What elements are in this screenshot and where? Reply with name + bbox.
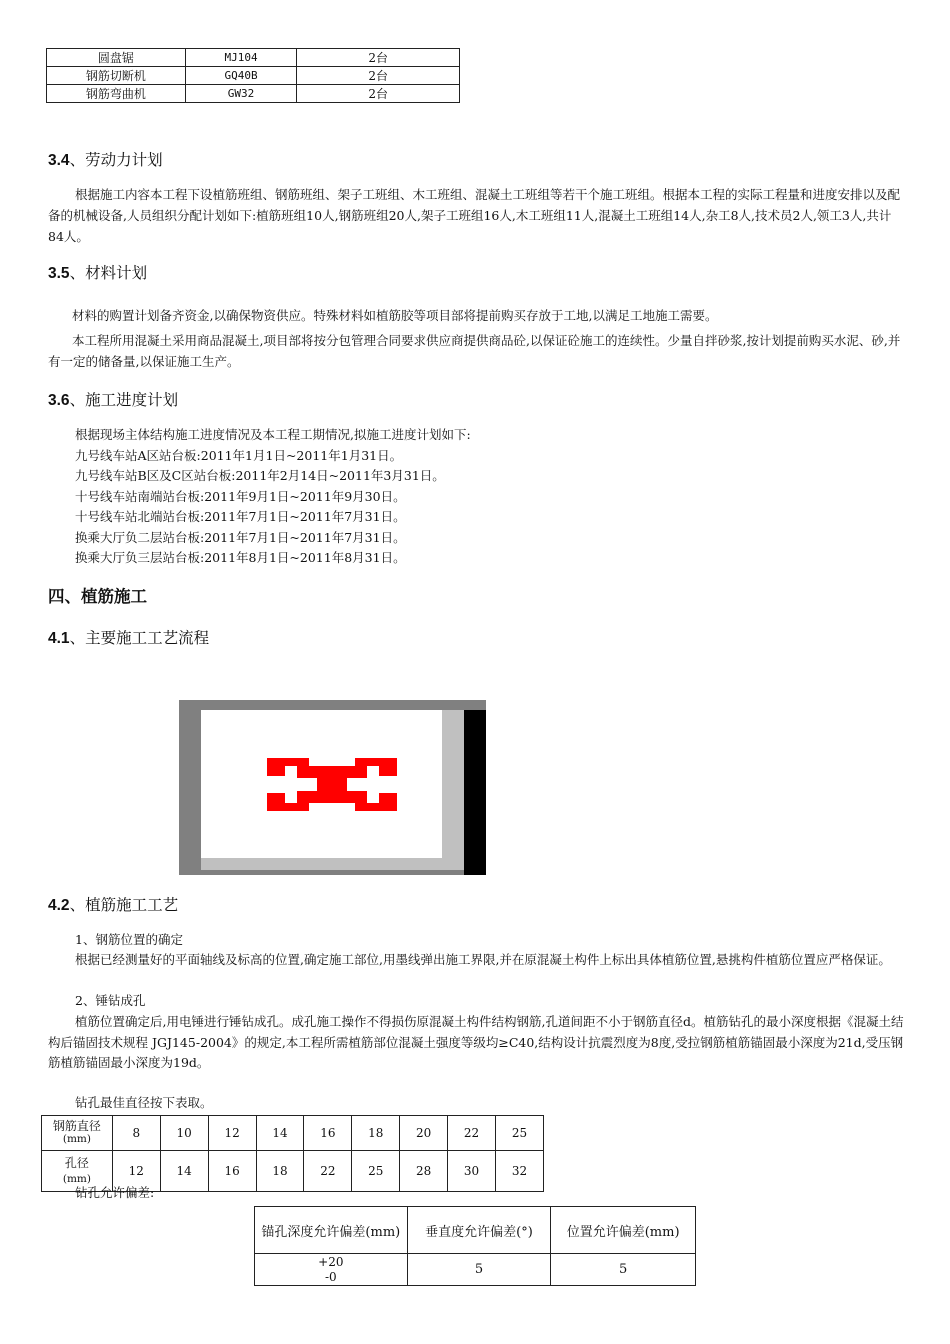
equipment-qty: 2台 (297, 49, 460, 67)
heading-3-6 (48, 388, 178, 410)
equipment-table (46, 48, 460, 103)
table-cell: 16 (208, 1151, 256, 1192)
table-cell: 30 (448, 1151, 496, 1192)
table-cell: 12 (208, 1116, 256, 1151)
equipment-qty: 2台 (297, 67, 460, 85)
equipment-name: 圆盘锯 (47, 49, 186, 67)
heading-text: 、施工进度计划 (69, 392, 179, 409)
table-cell: 18 (352, 1116, 400, 1151)
row-label: 钢筋直径 (52, 1119, 101, 1133)
chapter-4-title: 四、植筋施工 (48, 588, 147, 606)
table-row (47, 67, 460, 85)
heading-number: 3.4 (48, 152, 70, 169)
rebar-position-paragraph: 根据已经测量好的平面轴线及标高的位置,确定施工部位,用墨线弹出施工界限,并在原混凝土构件上标出具体植筋位置,悬挑构件植筋位置应严格保证。 (75, 952, 891, 967)
table-cell: 28 (400, 1151, 448, 1192)
header-position-tolerance: 位置允许偏差(mm) (551, 1207, 696, 1254)
heading-text: 、材料计划 (69, 265, 148, 282)
header-depth-tolerance: 锚孔深度允许偏差(mm) (255, 1207, 408, 1254)
table-cell: 10 (160, 1116, 208, 1151)
equipment-model: GW32 (185, 85, 297, 103)
schedule-item: 九号线车站B区及C区站台板:2011年2月14日~2011年3月31日。 (75, 468, 445, 483)
position-tolerance-value: 5 (551, 1254, 696, 1286)
drill-diameter-table (41, 1115, 544, 1192)
equipment-name: 钢筋弯曲机 (47, 85, 186, 103)
row-unit: (mm) (62, 1133, 91, 1145)
schedule-item: 九号线车站A区站台板:2011年1月1日~2011年1月31日。 (75, 447, 403, 463)
table-row (47, 85, 460, 103)
schedule-intro: 根据现场主体结构施工进度情况及本工程工期情况,拟施工进度计划如下: (75, 427, 471, 442)
row-label: 孔径 (64, 1156, 89, 1170)
vertical-tolerance-value: 5 (407, 1254, 551, 1286)
table-row (42, 1116, 544, 1151)
depth-tolerance-value (255, 1254, 408, 1286)
hammer-drill-paragraph: 植筋位置确定后,用电锤进行锤钻成孔。成孔施工操作不得损伤原混凝土构件结构钢筋,孔道间距不小于钢筋直径d。植筋钻孔的最小深度根据《混凝土结构后锚固技术规程 JGJ145-2004》的规定,本工程所需植筋部位混凝土强度等级均≥C40,结构设计抗震烈度为8度,受拉钢筋植筋锚固最小深度为21d,受压钢筋植筋锚固最小深度为19d。 (48, 1014, 904, 1070)
table-cell: 16 (304, 1116, 352, 1151)
tolerance-table-caption: 钻孔允许偏差: (75, 1185, 155, 1200)
heading-3-5 (48, 261, 147, 283)
heading-text: 、劳动力计划 (69, 152, 163, 169)
subheading-rebar-position: 1、钢筋位置的确定 (75, 932, 183, 947)
equipment-name: 钢筋切断机 (47, 67, 186, 85)
table-row (255, 1207, 696, 1254)
material-plan-paragraph-1: 材料的购置计划备齐资金,以确保物资供应。特殊材料如植筋胶等项目部将提前购买存放于工地,以满足工地施工需要。 (72, 308, 718, 323)
table-row (47, 49, 460, 67)
table-cell: 25 (495, 1116, 543, 1151)
header-vertical-tolerance: 垂直度允许偏差(°) (407, 1207, 551, 1254)
labor-plan-paragraph: 根据施工内容本工程下设植筋班组、钢筋班组、架子工班组、木工班组、混凝土工班组等若干个施工班组。根据本工程的实际工程量和进度安排以及配备的机械设备,人员组织分配计划如下:植筋班组10人,钢筋班组20人,架子工班组16人,木工班组11人,混凝土工班组14人,杂工8人,技术员2人,领工3人,共计84人。 (48, 187, 901, 244)
table-cell: 25 (352, 1151, 400, 1192)
table-cell: 22 (448, 1116, 496, 1151)
equipment-model: MJ104 (185, 49, 297, 67)
depth-minus: -0 (324, 1269, 337, 1284)
equipment-model: GQ40B (185, 67, 297, 85)
table-cell: 20 (400, 1116, 448, 1151)
heading-3-4 (48, 148, 163, 170)
table-cell: 14 (256, 1116, 304, 1151)
drill-table-caption: 钻孔最佳直径按下表取。 (75, 1095, 213, 1110)
heading-text: 、植筋施工工艺 (69, 897, 179, 914)
heading-number: 4.1 (48, 630, 70, 647)
heading-number: 3.6 (48, 392, 70, 409)
table-cell: 18 (256, 1151, 304, 1192)
heading-number: 4.2 (48, 897, 70, 914)
table-row (255, 1254, 696, 1286)
row-unit: (mm) (62, 1173, 91, 1185)
table-cell: 12 (112, 1151, 160, 1192)
table-cell: 8 (112, 1116, 160, 1151)
row-header-rebar-diameter (42, 1116, 113, 1151)
table-cell: 14 (160, 1151, 208, 1192)
figure-right-edge (464, 710, 486, 875)
depth-plus: +20 (318, 1254, 344, 1269)
heading-4-2 (48, 893, 178, 915)
heading-4-1 (48, 626, 209, 648)
schedule-item: 十号线车站南端站台板:2011年9月1日~2011年9月30日。 (75, 488, 406, 504)
process-flow-figure (179, 700, 486, 875)
drill-tolerance-table (254, 1206, 696, 1286)
subheading-hammer-drill: 2、锤钻成孔 (75, 993, 146, 1008)
schedule-list (75, 425, 471, 569)
material-plan-paragraph-2: 本工程所用混凝土采用商品混凝土,项目部将按分包管理合同要求供应商提供商品砼,以保证砼施工的连续性。少量自拌砂浆,按计划提前购买水泥、砂,并有一定的储备量,以保证施工生产。 (48, 333, 901, 369)
table-cell: 32 (495, 1151, 543, 1192)
heading-number: 3.5 (48, 265, 70, 282)
heading-text: 、主要施工工艺流程 (69, 630, 210, 647)
schedule-item: 换乘大厅负三层站台板:2011年8月1日~2011年8月31日。 (75, 550, 406, 565)
table-cell: 22 (304, 1151, 352, 1192)
schedule-item: 十号线车站北端站台板:2011年7月1日~2011年7月31日。 (75, 509, 406, 524)
schedule-item: 换乘大厅负二层站台板:2011年7月1日~2011年7月31日。 (75, 529, 406, 545)
equipment-qty: 2台 (297, 85, 460, 103)
